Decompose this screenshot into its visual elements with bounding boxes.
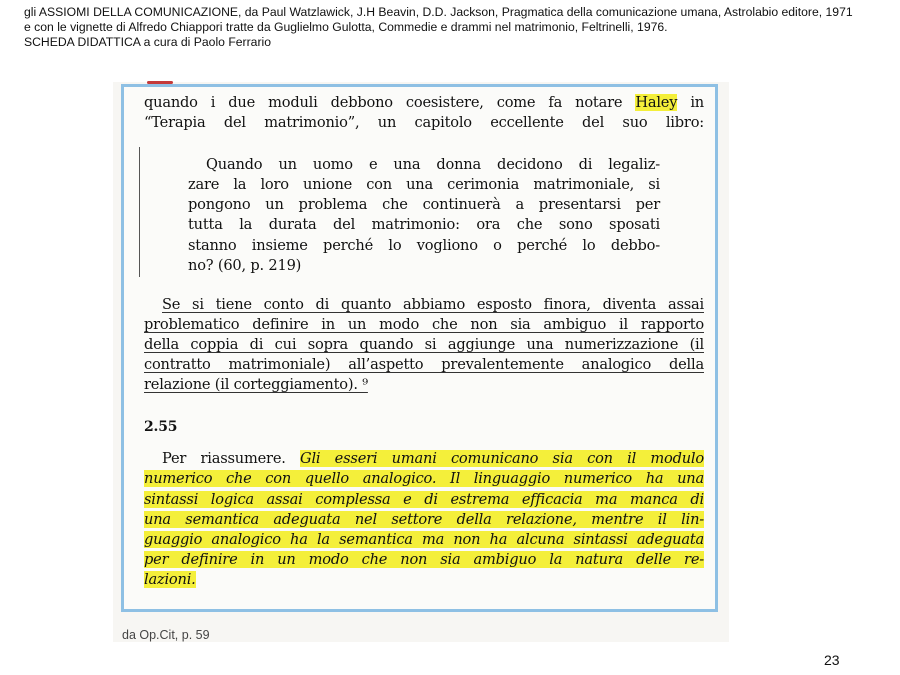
book-excerpt-frame xyxy=(121,84,718,612)
paragraph-line xyxy=(144,449,704,469)
highlighted-text: per definire in un modo che non sia ambiguo la natura delle re- xyxy=(144,550,704,568)
intro-text-end: in xyxy=(677,94,704,111)
slide-header xyxy=(24,5,894,50)
paragraph-line xyxy=(144,469,704,489)
quote-line: tutta la durata del matrimonio: ora che sono sposati xyxy=(188,216,660,234)
highlighted-text: Gli esseri umani comunicano sia con il modulo xyxy=(300,450,704,468)
highlighted-text: numerico che con quello analogico. Il linguaggio numerico ha una xyxy=(144,470,704,488)
quote-line: no? (60, p. 219) xyxy=(188,256,302,274)
page-number: 23 xyxy=(824,652,840,668)
paragraph-line: relazione (il corteggiamento). ⁹ xyxy=(144,376,368,394)
paragraph-line xyxy=(144,490,704,510)
source-caption: da Op.Cit, p. 59 xyxy=(122,628,210,642)
highlighted-text: una semantica adeguata nel settore della relazione, mentre il lin- xyxy=(144,510,704,528)
highlighted-text: guaggio analogico ha la semantica ma non ha alcuna sintassi adeguata xyxy=(144,530,704,548)
summary-lead: Per riassumere. xyxy=(162,450,300,468)
paragraph-line xyxy=(144,550,704,570)
section-number: 2.55 xyxy=(144,419,178,436)
quote-line: Quando un uomo e una donna decidono di legaliz- xyxy=(206,156,660,174)
intro-text: quando i due moduli debbono coesistere, come fa notare xyxy=(144,94,636,111)
paragraph-2 xyxy=(144,295,704,395)
paragraph-line xyxy=(144,530,704,550)
paragraph-line xyxy=(144,510,704,530)
highlighted-text: lazioni. xyxy=(144,570,196,588)
highlighted-text: sintassi logica assai complessa e di estrema efficacia ma manca di xyxy=(144,490,704,508)
intro-line-1 xyxy=(144,93,704,113)
highlight-haley: Haley xyxy=(635,94,678,111)
paragraph-line: contratto matrimoniale) all’aspetto prevalentemente analogico della xyxy=(144,356,704,374)
paragraph-line: Se si tiene conto di quanto abbiamo esposto finora, diventa assai xyxy=(162,295,704,313)
intro-line-2: “Terapia del matrimonio”, un capitolo eccellente del suo libro: xyxy=(144,114,704,132)
paragraph-line xyxy=(144,570,704,590)
header-line-1: gli ASSIOMI DELLA COMUNICAZIONE, da Paul Watzlawick, J.H Beavin, D.D. Jackson, Pragmatica della comunicazione umana, Astrolabio editore, 1971 xyxy=(24,5,853,19)
paragraph-3 xyxy=(144,449,704,590)
paragraph-line: della coppia di cui sopra quando si aggiunge una numerizzazione (il xyxy=(144,335,704,353)
header-line-2: e con le vignette di Alfredo Chiappori tratte da Guglielmo Gulotta, Commedie e drammi nel matrimonio, Feltrinelli, 1976. xyxy=(24,20,668,34)
quote-line: stanno insieme perché lo vogliono o perché lo debbo- xyxy=(188,236,660,254)
paragraph-line: problematico definire in un modo che non sia ambiguo il rapporto xyxy=(144,315,704,333)
quote-line: pongono un problema che continuerà a presentarsi per xyxy=(188,196,660,214)
book-text xyxy=(144,93,704,590)
margin-pen-line xyxy=(139,147,140,277)
quote-line: zare la loro unione con una cerimonia matrimoniale, si xyxy=(188,176,660,194)
header-line-3: SCHEDA DIDATTICA a cura di Paolo Ferrario xyxy=(24,35,271,49)
block-quote xyxy=(188,155,660,276)
